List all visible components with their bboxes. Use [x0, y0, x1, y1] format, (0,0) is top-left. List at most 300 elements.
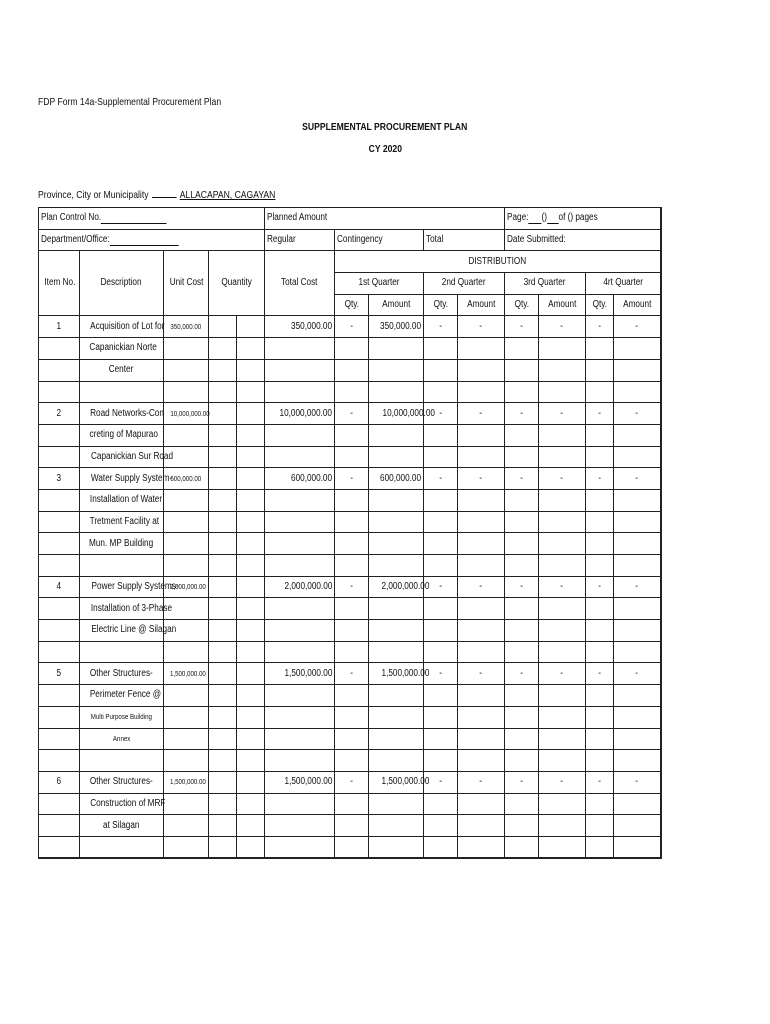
q1-qty-cell — [335, 836, 369, 858]
quantity-cell — [237, 771, 265, 793]
document-title: SUPPLEMENTAL PROCUREMENT PLAN — [302, 121, 468, 133]
q3-amount-header: Amount — [539, 294, 586, 316]
document-year: CY 2020 — [368, 143, 402, 155]
q3-amount-cell — [539, 555, 586, 577]
total-cost-cell — [265, 533, 335, 555]
q2-qty-cell — [424, 728, 458, 750]
item-no-header: Item No. — [39, 251, 80, 316]
total-cost-cell: 1,500,000.00 — [265, 771, 335, 793]
q2-amount-cell — [458, 359, 505, 381]
quantity-cell — [209, 836, 237, 858]
item-no-cell — [39, 706, 80, 728]
total-cost-cell — [265, 338, 335, 360]
description-cell: Electric Line @ Silagan — [80, 620, 164, 642]
description-cell: Center — [80, 359, 164, 381]
q3-qty-cell — [505, 685, 539, 707]
description-cell: Capanickian Norte — [80, 338, 164, 360]
item-no-cell — [39, 359, 80, 381]
quantity-cell — [237, 468, 265, 490]
item-no-cell — [39, 555, 80, 577]
total-cost-header: Total Cost — [265, 251, 335, 316]
q4-amount-cell — [614, 815, 661, 837]
q1-amount-cell: 1,500,000.00 — [369, 771, 424, 793]
q3-amount-cell: - — [539, 576, 586, 598]
q1-header: 1st Quarter — [335, 273, 424, 295]
q3-qty-cell — [505, 338, 539, 360]
planned-amount-cell: Planned Amount — [265, 208, 458, 230]
q1-amount-cell — [369, 836, 424, 858]
total-cost-cell — [265, 511, 335, 533]
q2-amount-cell — [458, 793, 505, 815]
q2-qty-cell — [424, 836, 458, 858]
quantity-cell — [209, 511, 237, 533]
q1-amount-cell — [369, 489, 424, 511]
q2-amount-cell — [458, 728, 505, 750]
q1-qty-header: Qty. — [335, 294, 369, 316]
q2-qty-cell — [424, 815, 458, 837]
q3-amount-cell: - — [539, 403, 586, 425]
item-continuation-row — [39, 533, 661, 555]
q2-qty-cell — [424, 359, 458, 381]
province-line — [38, 189, 275, 201]
item-row — [39, 771, 661, 793]
q4-qty-cell — [586, 836, 614, 858]
q1-qty-cell — [335, 815, 369, 837]
q4-qty-cell — [586, 598, 614, 620]
distribution-header: DISTRIBUTION — [335, 251, 661, 273]
q1-amount-cell — [369, 815, 424, 837]
form-label: FDP Form 14a-Supplemental Procurement Plan — [38, 96, 222, 108]
unit-cost-cell — [164, 836, 209, 858]
unit-cost-cell: 1,500,000.00 — [164, 771, 209, 793]
unit-cost-cell — [164, 359, 209, 381]
q2-amount-cell — [458, 706, 505, 728]
q4-qty-cell — [586, 728, 614, 750]
total-cost-cell — [265, 381, 335, 403]
q3-amount-cell — [539, 793, 586, 815]
q1-amount-cell — [369, 511, 424, 533]
description-cell: Installation of Water — [80, 489, 164, 511]
item-no-cell: 2 — [39, 403, 80, 425]
q4-amount-cell: - — [614, 576, 661, 598]
q1-amount-header: Amount — [369, 294, 424, 316]
quantity-cell — [237, 620, 265, 642]
q2-amount-cell — [458, 750, 505, 772]
unit-cost-cell: 10,000,000.00 — [164, 403, 209, 425]
q2-qty-cell: - — [424, 771, 458, 793]
total-cost-cell: 1,500,000.00 — [265, 663, 335, 685]
item-no-cell: 4 — [39, 576, 80, 598]
q1-amount-cell: 2,000,000.00 — [369, 576, 424, 598]
unit-cost-cell: 600,000.00 — [164, 468, 209, 490]
q1-amount-cell — [369, 555, 424, 577]
quantity-cell — [209, 793, 237, 815]
unit-cost-cell — [164, 641, 209, 663]
item-no-cell — [39, 338, 80, 360]
q4-amount-cell — [614, 338, 661, 360]
q2-amount-header: Amount — [458, 294, 505, 316]
item-continuation-row — [39, 836, 661, 858]
quantity-cell — [209, 533, 237, 555]
q2-amount-cell — [458, 533, 505, 555]
q4-qty-cell: - — [586, 403, 614, 425]
province-label: Province, City or Municipality — [38, 189, 149, 201]
item-no-cell: 1 — [39, 316, 80, 338]
q3-amount-cell — [539, 641, 586, 663]
description-cell — [80, 381, 164, 403]
unit-cost-cell: 1,500,000.00 — [164, 663, 209, 685]
quantity-cell — [209, 468, 237, 490]
q3-amount-cell: - — [539, 316, 586, 338]
quantity-cell — [237, 793, 265, 815]
q2-qty-header: Qty. — [424, 294, 458, 316]
q4-amount-cell — [614, 359, 661, 381]
q4-amount-cell — [614, 620, 661, 642]
q4-amount-cell — [614, 533, 661, 555]
q3-qty-cell — [505, 533, 539, 555]
q1-qty-cell — [335, 598, 369, 620]
description-cell: Multi Purpose Building — [80, 706, 164, 728]
q2-qty-cell — [424, 489, 458, 511]
q1-amount-cell — [369, 620, 424, 642]
total-cost-cell — [265, 446, 335, 468]
q2-qty-cell — [424, 381, 458, 403]
quantity-cell — [237, 359, 265, 381]
unit-cost-cell — [164, 533, 209, 555]
q1-qty-cell — [335, 424, 369, 446]
q3-amount-cell — [539, 598, 586, 620]
quantity-cell — [209, 685, 237, 707]
q4-qty-cell — [586, 620, 614, 642]
q4-amount-cell: - — [614, 316, 661, 338]
q3-qty-cell — [505, 641, 539, 663]
item-row — [39, 576, 661, 598]
total-cost-cell — [265, 685, 335, 707]
q4-amount-header: Amount — [614, 294, 661, 316]
quantity-header: Quantity — [209, 251, 265, 316]
quantity-cell — [209, 489, 237, 511]
q2-qty-cell — [424, 533, 458, 555]
q3-amount-cell — [539, 620, 586, 642]
q3-qty-cell — [505, 424, 539, 446]
quantity-cell — [237, 446, 265, 468]
q1-qty-cell: - — [335, 403, 369, 425]
q4-qty-cell — [586, 338, 614, 360]
unit-cost-cell — [164, 750, 209, 772]
q2-amount-cell — [458, 685, 505, 707]
q2-qty-cell: - — [424, 468, 458, 490]
q4-amount-cell — [614, 446, 661, 468]
description-header: Description — [80, 251, 164, 316]
total-cost-cell — [265, 424, 335, 446]
unit-cost-cell — [164, 511, 209, 533]
plan-control-label: Plan Control No. — [41, 212, 102, 224]
quantity-cell — [237, 815, 265, 837]
unit-cost-cell — [164, 793, 209, 815]
item-no-cell — [39, 750, 80, 772]
description-cell: Construction of MRF — [80, 793, 164, 815]
item-continuation-row — [39, 555, 661, 577]
q4-amount-cell — [614, 489, 661, 511]
q2-amount-cell — [458, 489, 505, 511]
q1-amount-cell — [369, 793, 424, 815]
q2-amount-cell: - — [458, 316, 505, 338]
unit-cost-cell — [164, 728, 209, 750]
q1-amount-cell: 1,500,000.00 — [369, 663, 424, 685]
q1-amount-cell — [369, 750, 424, 772]
q4-qty-cell — [586, 750, 614, 772]
quantity-cell — [237, 836, 265, 858]
quantity-cell — [209, 381, 237, 403]
unit-cost-cell — [164, 555, 209, 577]
q4-amount-cell — [614, 381, 661, 403]
q3-qty-cell — [505, 555, 539, 577]
q4-amount-cell: - — [614, 468, 661, 490]
plan-control-cell — [39, 208, 265, 230]
q2-qty-cell — [424, 338, 458, 360]
quantity-cell — [209, 555, 237, 577]
regular-header: Regular — [265, 229, 335, 251]
item-no-cell: 3 — [39, 468, 80, 490]
unit-cost-cell — [164, 424, 209, 446]
q1-qty-cell — [335, 555, 369, 577]
item-continuation-row — [39, 511, 661, 533]
item-continuation-row — [39, 620, 661, 642]
q3-amount-cell — [539, 750, 586, 772]
q2-amount-cell: - — [458, 403, 505, 425]
unit-cost-cell — [164, 489, 209, 511]
q2-amount-cell: - — [458, 468, 505, 490]
q2-amount-cell — [458, 555, 505, 577]
unit-cost-cell — [164, 706, 209, 728]
total-cost-cell: 600,000.00 — [265, 468, 335, 490]
q4-qty-cell — [586, 489, 614, 511]
description-cell: at Silagan — [80, 815, 164, 837]
item-row — [39, 663, 661, 685]
quantity-cell — [237, 555, 265, 577]
q4-qty-cell: - — [586, 468, 614, 490]
description-cell: Other Structures- — [80, 663, 164, 685]
description-cell: Water Supply System- — [80, 468, 164, 490]
item-no-cell — [39, 815, 80, 837]
description-cell — [80, 641, 164, 663]
q2-qty-cell: - — [424, 316, 458, 338]
total-cost-cell — [265, 706, 335, 728]
unit-cost-cell: 350,000.00 — [164, 316, 209, 338]
q3-amount-cell — [539, 685, 586, 707]
q2-qty-cell — [424, 706, 458, 728]
quantity-cell — [209, 815, 237, 837]
item-no-cell — [39, 424, 80, 446]
quantity-cell — [209, 359, 237, 381]
total-cost-cell — [265, 836, 335, 858]
q2-amount-cell: - — [458, 771, 505, 793]
q1-qty-cell: - — [335, 468, 369, 490]
q2-amount-cell: - — [458, 663, 505, 685]
item-no-cell — [39, 836, 80, 858]
item-row — [39, 403, 661, 425]
q2-amount-cell — [458, 620, 505, 642]
item-no-cell — [39, 793, 80, 815]
q2-qty-cell — [424, 793, 458, 815]
q4-qty-cell — [586, 641, 614, 663]
q1-amount-cell — [369, 706, 424, 728]
description-cell: Installation of 3-Phase — [80, 598, 164, 620]
q3-qty-cell — [505, 446, 539, 468]
date-submitted-cell: Date Submitted: — [505, 229, 661, 251]
quantity-cell — [237, 663, 265, 685]
item-continuation-row — [39, 641, 661, 663]
q4-amount-cell — [614, 424, 661, 446]
total-cost-cell — [265, 598, 335, 620]
q4-amount-cell: - — [614, 771, 661, 793]
q3-amount-cell — [539, 424, 586, 446]
quantity-cell — [237, 403, 265, 425]
q3-qty-cell — [505, 598, 539, 620]
q4-qty-cell — [586, 511, 614, 533]
quantity-cell — [237, 338, 265, 360]
q4-amount-cell — [614, 685, 661, 707]
total-header: Total — [424, 229, 505, 251]
unit-cost-cell — [164, 381, 209, 403]
quantity-cell — [237, 424, 265, 446]
q3-qty-cell: - — [505, 468, 539, 490]
item-continuation-row — [39, 359, 661, 381]
item-row — [39, 468, 661, 490]
q1-qty-cell — [335, 533, 369, 555]
item-continuation-row — [39, 728, 661, 750]
q4-amount-cell — [614, 511, 661, 533]
item-continuation-row — [39, 598, 661, 620]
q4-qty-cell — [586, 359, 614, 381]
department-label: Department/Office: — [41, 234, 110, 246]
q4-qty-cell — [586, 533, 614, 555]
q3-qty-cell — [505, 489, 539, 511]
q3-amount-cell — [539, 359, 586, 381]
description-cell: creting of Mapurao — [80, 424, 164, 446]
page-cell: Page: () of () pages — [505, 208, 661, 230]
item-no-cell — [39, 620, 80, 642]
item-continuation-row — [39, 793, 661, 815]
province-value: ALLACAPAN, CAGAYAN — [179, 189, 276, 201]
q2-amount-cell — [458, 381, 505, 403]
q2-amount-cell — [458, 511, 505, 533]
q2-qty-cell — [424, 685, 458, 707]
total-cost-cell — [265, 620, 335, 642]
procurement-table — [38, 207, 662, 859]
q1-amount-cell — [369, 446, 424, 468]
item-no-cell — [39, 685, 80, 707]
q1-amount-cell: 10,000,000.00 — [369, 403, 424, 425]
q4-amount-cell — [614, 706, 661, 728]
q2-amount-cell — [458, 641, 505, 663]
total-cost-cell — [265, 641, 335, 663]
quantity-cell — [209, 771, 237, 793]
q1-qty-cell — [335, 511, 369, 533]
q1-qty-cell — [335, 620, 369, 642]
q1-amount-cell — [369, 685, 424, 707]
q2-qty-cell — [424, 446, 458, 468]
q3-qty-cell — [505, 728, 539, 750]
q2-qty-cell — [424, 424, 458, 446]
total-cost-cell — [265, 750, 335, 772]
q1-amount-cell — [369, 381, 424, 403]
item-no-cell: 6 — [39, 771, 80, 793]
total-cost-cell — [265, 815, 335, 837]
quantity-cell — [237, 576, 265, 598]
q3-qty-cell — [505, 511, 539, 533]
q3-qty-cell — [505, 793, 539, 815]
q1-qty-cell — [335, 489, 369, 511]
q2-amount-cell — [458, 424, 505, 446]
description-cell: Tretment Facility at — [80, 511, 164, 533]
q4-qty-header: Qty. — [586, 294, 614, 316]
item-no-cell — [39, 446, 80, 468]
quantity-cell — [209, 316, 237, 338]
item-no-cell — [39, 533, 80, 555]
q3-qty-cell — [505, 836, 539, 858]
header-row-1 — [39, 208, 661, 230]
description-cell: Mun. MP Building — [80, 533, 164, 555]
q3-amount-cell — [539, 446, 586, 468]
quantity-cell — [237, 685, 265, 707]
item-continuation-row — [39, 685, 661, 707]
q3-amount-cell: - — [539, 771, 586, 793]
total-cost-cell — [265, 359, 335, 381]
item-continuation-row — [39, 446, 661, 468]
quantity-cell — [209, 706, 237, 728]
q1-amount-cell — [369, 424, 424, 446]
province-blank — [152, 197, 177, 198]
total-cost-cell — [265, 728, 335, 750]
item-no-cell — [39, 641, 80, 663]
description-cell: Perimeter Fence @ — [80, 685, 164, 707]
q4-qty-cell — [586, 815, 614, 837]
quantity-cell — [209, 620, 237, 642]
q4-qty-cell: - — [586, 316, 614, 338]
q3-amount-cell — [539, 815, 586, 837]
item-no-cell — [39, 728, 80, 750]
q2-qty-cell — [424, 598, 458, 620]
q1-amount-cell — [369, 641, 424, 663]
item-no-cell: 5 — [39, 663, 80, 685]
description-cell: Other Structures- — [80, 771, 164, 793]
q2-amount-cell — [458, 836, 505, 858]
q4-qty-cell — [586, 685, 614, 707]
q1-amount-cell — [369, 338, 424, 360]
q4-qty-cell — [586, 446, 614, 468]
q4-qty-cell: - — [586, 576, 614, 598]
q2-amount-cell — [458, 338, 505, 360]
q1-qty-cell: - — [335, 316, 369, 338]
q3-amount-cell — [539, 381, 586, 403]
q1-amount-cell — [369, 533, 424, 555]
description-cell — [80, 555, 164, 577]
quantity-cell — [209, 403, 237, 425]
total-cost-cell — [265, 489, 335, 511]
q3-amount-cell — [539, 489, 586, 511]
item-no-cell — [39, 511, 80, 533]
q1-qty-cell — [335, 728, 369, 750]
q1-qty-cell — [335, 359, 369, 381]
q1-qty-cell — [335, 793, 369, 815]
quantity-cell — [209, 750, 237, 772]
q4-qty-cell — [586, 793, 614, 815]
q1-qty-cell — [335, 685, 369, 707]
q1-qty-cell: - — [335, 663, 369, 685]
q3-amount-cell — [539, 533, 586, 555]
item-row — [39, 316, 661, 338]
